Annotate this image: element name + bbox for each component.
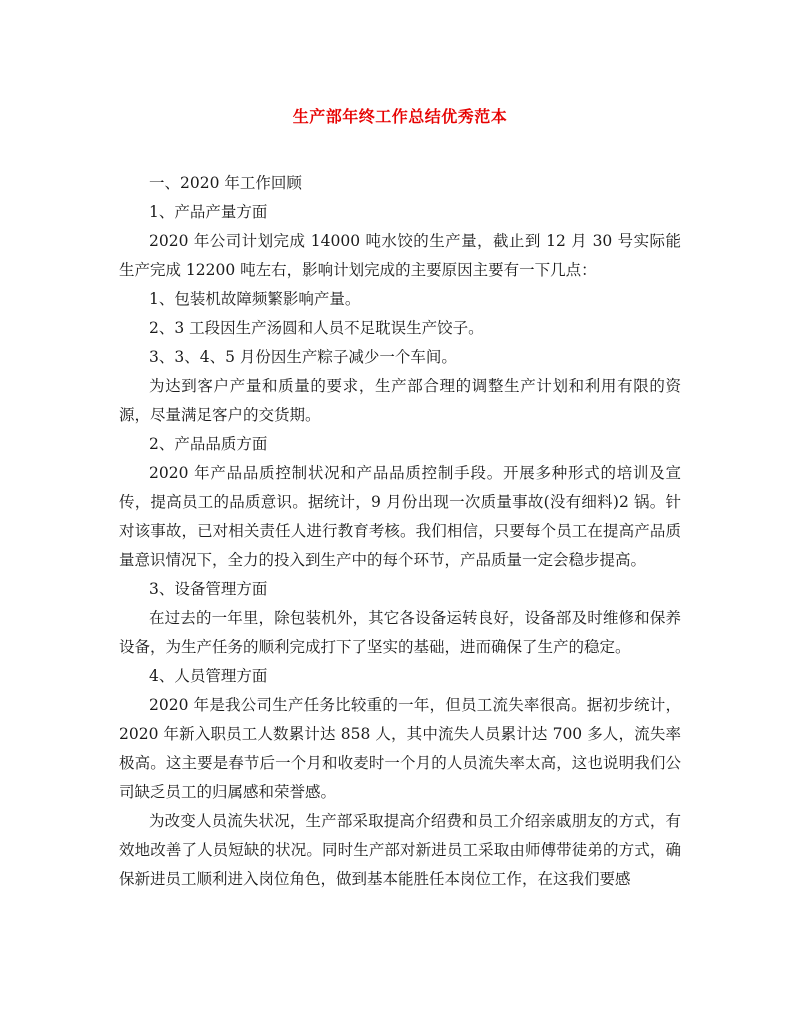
document-body: [119, 169, 681, 894]
subsection-heading-equipment: 3、设备管理方面: [149, 580, 268, 598]
paragraph-output-summary: 2020 年公司计划完成 14000 吨水饺的生产量，截止到 12 月 30 号实际能生产完成 12200 吨左右，影响计划完成的主要原因主要有一下几点：: [119, 232, 681, 279]
paragraph-equipment: 在过去的一年里，除包装机外，其它各设备运转良好，设备部及时维修和保养设备，为生产任务的顺利完成打下了坚实的基础，进而确保了生产的稳定。: [119, 609, 681, 656]
subsection-heading-output: 1、产品产量方面: [149, 203, 268, 221]
subsection-heading-quality: 2、产品品质方面: [149, 435, 268, 453]
paragraph-personnel-turnover: 2020 年是我公司生产任务比较重的一年，但员工流失率很高。据初步统计，2020 年新入职员工人数累计达 858 人，其中流失人员累计达 700 多人，流失率极高。这主要是春节后一个月和收麦时一个月的人员流失率太高，这也说明我们公司缺乏员工的归属感和荣誉感。: [119, 696, 681, 801]
paragraph-quality: 2020 年产品品质控制状况和产品品质控制手段。开展多种形式的培训及宣传，提高员工的品质意识。据统计，9 月份出现一次质量事故(没有细料)2 锅。针对该事故，已对相关责任人进行教育考核。我们相信，只要每个员工在提高产品质量意识情况下，全力的投入到生产中的每个环节，产品质量一定会稳步提高。: [119, 464, 681, 569]
paragraph-personnel-measures: 为改变人员流失状况，生产部采取提高介绍费和员工介绍亲戚朋友的方式，有效地改善了人员短缺的状况。同时生产部对新进员工采取由师傅带徒弟的方式，确保新进员工顺利进入岗位角色，做到基本能胜任本岗位工作，在这我们要感: [119, 812, 681, 888]
subsection-heading-personnel: 4、人员管理方面: [149, 667, 268, 685]
document-title: 生产部年终工作总结优秀范本: [292, 107, 508, 126]
list-item-reason-1: 1、包装机故障频繁影响产量。: [149, 290, 361, 308]
section-heading-review: 一、2020 年工作回顾: [149, 174, 302, 192]
paragraph-output-action: 为达到客户产量和质量的要求，生产部合理的调整生产计划和利用有限的资源，尽量满足客户的交货期。: [119, 377, 681, 424]
list-item-reason-3: 3、3、4、5 月份因生产粽子减少一个车间。: [149, 348, 457, 366]
list-item-reason-2: 2、3 工段因生产汤圆和人员不足耽误生产饺子。: [149, 319, 484, 337]
